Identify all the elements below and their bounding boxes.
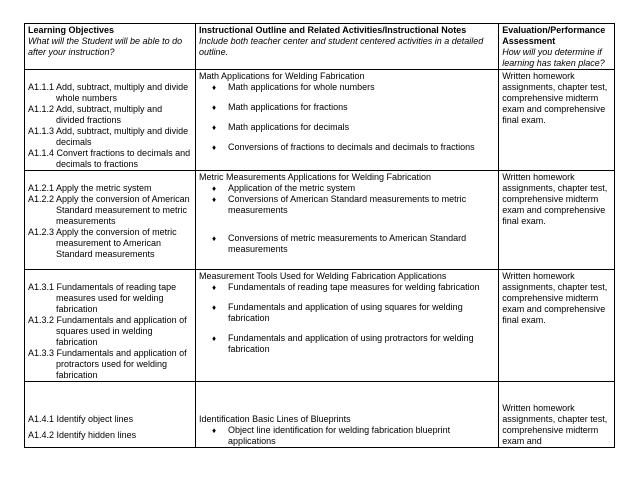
- evaluation-cell: [499, 171, 615, 270]
- list-item: ♦ Math applications for fractions: [212, 102, 348, 112]
- header-evaluation-cell: [499, 24, 615, 70]
- list-item: ♦ Object line identification for welding fabrication blueprint applications: [212, 425, 451, 446]
- outline-list: [199, 425, 495, 447]
- objective-item: A1.1.1 Add, subtract, multiply and divide whole numbers: [28, 82, 189, 103]
- evaluation-cell: [499, 70, 615, 171]
- table-row: [25, 70, 615, 171]
- objective-item: A1.2.1 Apply the metric system: [28, 183, 152, 193]
- objective-item: A1.3.2 Fundamentals and application of squares used in welding fabrication: [28, 315, 187, 347]
- objective-item: A1.3.1 Fundamentals of reading tape measures used for welding fabrication: [28, 282, 177, 314]
- table-row: [25, 171, 615, 270]
- bullet-icon: ♦: [212, 184, 217, 193]
- header-outline-subtitle: Include both teacher center and student centered activities in a detailed outline.: [199, 36, 484, 57]
- objective-item: A1.1.2 Add, subtract, multiply and divided fractions: [28, 104, 163, 125]
- list-item: ♦ Conversions of metric measurements to American Standard measurements: [212, 233, 467, 254]
- list-item: ♦ Fundamentals and application of using protractors for welding fabrication: [212, 333, 474, 354]
- list-item: ♦ Math applications for decimals: [212, 122, 350, 132]
- objectives-cell: [25, 171, 196, 270]
- outline-list: [199, 82, 495, 153]
- outline-list: [199, 282, 495, 355]
- evaluation-text: Written homework assignments, chapter test, comprehensive midterm exam and comprehensive final exam.: [502, 71, 608, 125]
- objectives-cell: [25, 382, 196, 448]
- outline-list: [199, 183, 495, 255]
- outline-title: Metric Measurements Applications for Welding Fabrication: [199, 172, 431, 182]
- list-item: ♦ Math applications for whole numbers: [212, 82, 375, 92]
- header-objectives-cell: [25, 24, 196, 70]
- outline-cell: [196, 270, 499, 382]
- bullet-icon: ♦: [212, 143, 217, 152]
- list-item: ♦ Fundamentals of reading tape measures for welding fabrication: [212, 282, 480, 292]
- list-item: ♦ Application of the metric system: [212, 183, 356, 193]
- header-evaluation-title: Evaluation/Performance Assessment: [502, 25, 606, 46]
- header-objectives-title: Learning Objectives: [28, 25, 115, 35]
- objective-item: A1.1.3 Add, subtract, multiply and divide decimals: [28, 126, 189, 147]
- evaluation-cell: [499, 382, 615, 448]
- objective-item: A1.4.1 Identify object lines: [28, 414, 134, 424]
- table-row: [25, 270, 615, 382]
- outline-cell: [196, 70, 499, 171]
- objective-item: A1.4.2 Identify hidden lines: [28, 430, 137, 440]
- outline-cell: [196, 171, 499, 270]
- bullet-icon: ♦: [212, 83, 217, 92]
- evaluation-text: Written homework assignments, chapter test, comprehensive midterm exam and: [502, 403, 608, 446]
- bullet-icon: ♦: [212, 426, 217, 435]
- objective-item: A1.1.4 Convert fractions to decimals and decimals to fractions: [28, 148, 191, 169]
- bullet-icon: ♦: [212, 283, 217, 292]
- header-outline-cell: [196, 24, 499, 70]
- evaluation-text: Written homework assignments, chapter test, comprehensive midterm exam and comprehensive final exam.: [502, 271, 608, 325]
- objective-item: A1.2.3 Apply the conversion of metric measurement to American Standard measurements: [28, 227, 177, 259]
- header-outline-title: Instructional Outline and Related Activities/Instructional Notes: [199, 25, 467, 35]
- list-item: ♦ Conversions of American Standard measurements to metric measurements: [212, 194, 467, 215]
- bullet-icon: ♦: [212, 103, 217, 112]
- lesson-plan-table: [24, 23, 615, 448]
- objective-item: A1.2.2 Apply the conversion of American Standard measurement to metric measurements: [28, 194, 190, 226]
- objectives-cell: [25, 70, 196, 171]
- objective-item: A1.3.3 Fundamentals and application of protractors used for welding fabrication: [28, 348, 187, 380]
- objectives-cell: [25, 270, 196, 382]
- header-row: [25, 24, 615, 70]
- bullet-icon: ♦: [212, 123, 217, 132]
- bullet-icon: ♦: [212, 195, 217, 204]
- outline-cell: [196, 382, 499, 448]
- outline-title: Identification Basic Lines of Blueprints: [199, 414, 351, 424]
- outline-title: Math Applications for Welding Fabrication: [199, 71, 365, 81]
- list-item: ♦ Fundamentals and application of using squares for welding fabrication: [212, 302, 463, 323]
- header-evaluation-subtitle: How will you determine if learning has taken place?: [502, 47, 605, 68]
- list-item: ♦ Conversions of fractions to decimals and decimals to fractions: [212, 142, 475, 152]
- header-objectives-subtitle: What will the Student will be able to do after your instruction?: [28, 36, 183, 57]
- outline-title: Measurement Tools Used for Welding Fabrication Applications: [199, 271, 447, 281]
- evaluation-cell: [499, 270, 615, 382]
- bullet-icon: ♦: [212, 303, 217, 312]
- bullet-icon: ♦: [212, 234, 217, 243]
- table-row: [25, 382, 615, 448]
- bullet-icon: ♦: [212, 334, 217, 343]
- evaluation-text: Written homework assignments, chapter test, comprehensive midterm exam and comprehensive final exam.: [502, 172, 608, 226]
